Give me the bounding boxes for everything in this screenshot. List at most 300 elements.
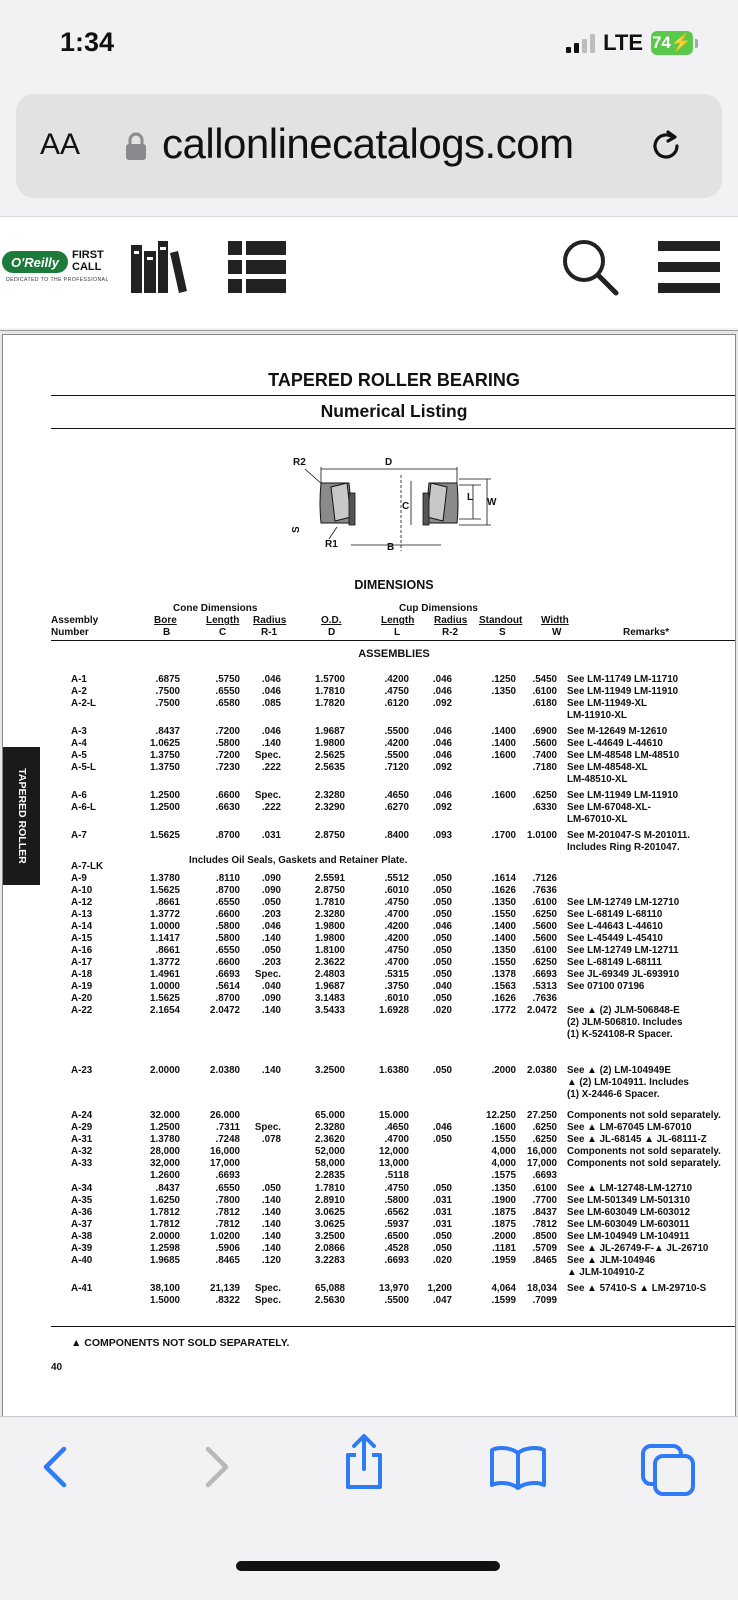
remarks-value: See LM-501349 LM-501310 — [567, 1195, 691, 1206]
cone-length-value: .5750 — [215, 674, 240, 685]
header-od: O.D. — [321, 615, 342, 626]
assembly-number: A-40 — [71, 1255, 93, 1266]
table-row — [3, 897, 736, 909]
radius1-value: .222 — [261, 762, 281, 773]
cup-length-value: .6270 — [384, 802, 409, 813]
bore-value: 1.5625 — [150, 885, 180, 896]
assembly-number: A-1 — [71, 674, 87, 685]
cone-length-value: .6693 — [215, 969, 240, 980]
radius1-value: .140 — [261, 738, 281, 749]
cup-length-value: .5500 — [384, 750, 409, 761]
od-value: 3.0625 — [315, 1207, 345, 1218]
remarks-value: See ▲ LM-67045 LM-67010 — [567, 1122, 692, 1133]
radius1-value: .140 — [261, 1231, 281, 1242]
table-row — [3, 1065, 736, 1077]
bore-value: 1.0000 — [150, 981, 180, 992]
assembly-number: A-3 — [71, 726, 87, 737]
od-value: 2.5625 — [315, 750, 345, 761]
standout-value: .1250 — [491, 674, 516, 685]
search-icon[interactable] — [560, 237, 620, 297]
logo-tagline: DEDICATED TO THE PROFESSIONAL — [6, 277, 109, 283]
remarks-value: See ▲ 57410-S ▲ LM-29710-S — [567, 1283, 707, 1294]
radius2-value: .050 — [432, 957, 452, 968]
cup-length-value: .4200 — [384, 738, 409, 749]
assembly-number: A-10 — [71, 885, 93, 896]
table-row — [3, 873, 736, 885]
table-row — [3, 802, 736, 814]
od-value: 2.5630 — [315, 1295, 345, 1306]
bore-value: .8661 — [155, 945, 180, 956]
header-remarks: Remarks* — [623, 627, 670, 638]
width-value: .6100 — [532, 686, 557, 697]
width-value: 2.0472 — [527, 1005, 557, 1016]
cup-length-value: .6010 — [384, 993, 409, 1004]
bore-value: 1.2500 — [150, 790, 180, 801]
od-value: 1.9687 — [315, 981, 345, 992]
radius2-value: .092 — [432, 698, 452, 709]
width-value: .7812 — [532, 1219, 557, 1230]
od-value: 2.3280 — [315, 909, 345, 920]
cup-length-value: .4200 — [384, 933, 409, 944]
cup-length-value: .4700 — [384, 1134, 409, 1145]
forward-icon[interactable] — [190, 1443, 238, 1491]
width-value: .5600 — [532, 921, 557, 932]
remarks-value: Components not sold separately. — [567, 1110, 721, 1121]
table-row — [3, 1207, 736, 1219]
table-row — [3, 1283, 736, 1295]
table-row — [3, 993, 736, 1005]
header-bore-sym: B — [163, 627, 171, 638]
cup-length-value: .5315 — [384, 969, 409, 980]
cup-length-value: .5800 — [384, 1195, 409, 1206]
cup-length-value: .4650 — [384, 1122, 409, 1133]
bore-value: 32.000 — [150, 1110, 180, 1121]
cone-length-value: .8110 — [216, 873, 240, 884]
remarks-value: See LM-11949 LM-11910 — [567, 686, 679, 697]
od-value: 1.9800 — [315, 738, 345, 749]
standout-value: .1959 — [491, 1255, 516, 1266]
table-row — [3, 945, 736, 957]
radius2-value: .050 — [432, 1183, 452, 1194]
text-size-label: AA — [40, 128, 81, 161]
width-value: .6100 — [532, 897, 557, 908]
cone-length-value: .8700 — [215, 993, 240, 1004]
label-w: W — [487, 497, 497, 508]
cone-length-value: .5800 — [215, 738, 240, 749]
remarks-value: See L-68149 L-68111 — [567, 957, 662, 968]
radius2-value: .031 — [432, 1195, 452, 1206]
standout-value: .1181 — [492, 1243, 516, 1254]
cup-length-value: .4750 — [384, 686, 409, 697]
width-value: .7180 — [532, 762, 557, 773]
status-indicators — [566, 30, 698, 56]
cup-length-value: .5500 — [384, 1295, 409, 1306]
table-row — [3, 1017, 736, 1029]
header-cone-group: Cone Dimensions — [173, 603, 258, 614]
header-radius1-sym: R-1 — [261, 627, 278, 638]
table-row — [3, 1110, 736, 1122]
table-row — [3, 830, 736, 842]
width-value: .5313 — [532, 981, 557, 992]
remarks-value: See L-68149 L-68110 — [567, 909, 663, 920]
header-cup-group: Cup Dimensions — [399, 603, 478, 614]
cone-length-value: 2.0472 — [210, 1005, 240, 1016]
cup-length-value: 1.6928 — [379, 1005, 409, 1016]
standout-value: 12.250 — [486, 1110, 516, 1121]
radius1-value: Spec. — [254, 1283, 281, 1294]
cone-length-value: .7812 — [215, 1219, 240, 1230]
bore-value: 1.3780 — [150, 873, 180, 884]
width-value: .6100 — [532, 1183, 557, 1194]
standout-value: .1600 — [491, 790, 516, 801]
footnote: ▲ COMPONENTS NOT SOLD SEPARATELY. — [71, 1337, 290, 1349]
header-cone-length-sym: C — [219, 627, 227, 638]
cone-length-value: .6600 — [215, 909, 240, 920]
remarks-value: See LM-603049 LM-603011 — [567, 1219, 690, 1230]
radius1-value: .140 — [261, 1243, 281, 1254]
width-value: .7700 — [532, 1195, 557, 1206]
standout-value: .1900 — [491, 1195, 516, 1206]
width-value: 18,034 — [527, 1283, 557, 1294]
od-value: 1.7810 — [315, 1183, 345, 1194]
standout-value: .1600 — [491, 1122, 516, 1133]
cone-length-value: .6600 — [215, 790, 240, 801]
header-radius1: Radius — [253, 615, 287, 626]
table-row — [3, 674, 736, 686]
bore-value: 1.2500 — [150, 802, 180, 813]
document-viewer[interactable] — [0, 330, 738, 1426]
header-standout-sym: S — [499, 627, 506, 638]
a7lk-note: Includes Oil Seals, Gaskets and Retainer Plate. — [189, 855, 408, 866]
cone-length-value: 21,139 — [210, 1283, 240, 1294]
cup-length-value: .5118 — [385, 1170, 409, 1181]
assembly-number: A-4 — [71, 738, 87, 749]
bore-value: 38,100 — [150, 1283, 180, 1294]
od-value: 1.7820 — [315, 698, 345, 709]
cup-length-value: .5937 — [384, 1219, 409, 1230]
standout-value: .1599 — [491, 1295, 516, 1306]
table-row — [3, 1231, 736, 1243]
cup-length-value: .4200 — [384, 674, 409, 685]
site-header — [0, 216, 738, 328]
table-row — [3, 774, 736, 786]
signal-icon — [566, 33, 595, 53]
cup-length-value: .6120 — [384, 698, 409, 709]
label-r1: R1 — [325, 539, 338, 550]
radius1-value: .203 — [261, 909, 281, 920]
back-icon[interactable] — [34, 1443, 82, 1491]
label-c: C — [402, 501, 410, 512]
assembly-number: A-12 — [71, 897, 93, 908]
od-value: 2.0866 — [315, 1243, 345, 1254]
remarks-value: See M-12649 M-12610 — [567, 726, 668, 737]
remarks-value: (1) X-2446-6 Spacer. — [567, 1089, 660, 1100]
radius1-value: .120 — [261, 1255, 281, 1266]
remarks-value: See LM-11949 LM-11910 — [567, 790, 679, 801]
od-value: 3.2500 — [315, 1065, 345, 1076]
bore-value: 32,000 — [150, 1158, 180, 1169]
assembly-number: A-33 — [71, 1158, 93, 1169]
width-value: .7636 — [532, 885, 557, 896]
radius1-value: .090 — [261, 885, 281, 896]
od-value: 1.7810 — [315, 686, 345, 697]
table-row — [3, 1158, 736, 1170]
assembly-number: A-16 — [71, 945, 93, 956]
od-value: 65.000 — [315, 1110, 345, 1121]
cone-length-value: 1.0200 — [210, 1231, 240, 1242]
od-value: 2.3280 — [315, 790, 345, 801]
remarks-value: LM-67010-XL — [567, 814, 628, 825]
width-value: 16,000 — [527, 1146, 557, 1157]
table-row — [3, 814, 736, 826]
logo-brand: O'Reilly — [2, 251, 68, 273]
bore-value: 1.5625 — [150, 993, 180, 1004]
cone-length-value: .8465 — [215, 1255, 240, 1266]
cup-length-value: 13,000 — [379, 1158, 409, 1169]
cup-length-value: 1.6380 — [379, 1065, 409, 1076]
bore-value: 1.0000 — [150, 921, 180, 932]
standout-value: .1550 — [491, 909, 516, 920]
bore-value: 2.1654 — [150, 1005, 180, 1016]
assembly-number: A-14 — [71, 921, 93, 932]
share-icon[interactable] — [340, 1433, 388, 1491]
width-value: .5450 — [532, 674, 557, 685]
hamburger-menu-icon[interactable] — [658, 241, 720, 293]
table-row — [3, 1170, 736, 1182]
header-radius2-sym: R-2 — [442, 627, 459, 638]
cone-length-value: 16,000 — [210, 1146, 240, 1157]
address-bar[interactable] — [16, 94, 722, 198]
radius2-value: .020 — [432, 1255, 452, 1266]
bore-value: 1.2500 — [150, 1122, 180, 1133]
remarks-value: See LM-11749 LM-11710 — [567, 674, 679, 685]
radius1-value: .140 — [261, 1219, 281, 1230]
assembly-number: A-38 — [71, 1231, 93, 1242]
remarks-value: See ▲ (2) JLM-506848-E — [567, 1005, 680, 1016]
status-time: 1:34 — [60, 27, 115, 57]
header-width-sym: W — [552, 627, 562, 638]
remarks-value: (2) JLM-506810. Includes — [567, 1017, 683, 1028]
radius2-value: .050 — [432, 873, 452, 884]
radius2-value: .092 — [432, 762, 452, 773]
battery-icon: 74 ⚡ — [651, 31, 698, 55]
assembly-number: A-5-L — [71, 762, 97, 773]
table-row — [3, 710, 736, 722]
assembly-number: A-17 — [71, 957, 93, 968]
header-cup-length-sym: L — [394, 627, 401, 638]
subtitle-rule — [51, 428, 736, 429]
od-value: 1.8100 — [315, 945, 345, 956]
header-width: Width — [541, 615, 569, 626]
radius2-value: .050 — [432, 1134, 452, 1145]
od-value: 2.4803 — [315, 969, 345, 980]
bore-value: .7500 — [155, 686, 180, 697]
assembly-number: A-6-L — [71, 802, 97, 813]
table-row — [3, 1243, 736, 1255]
width-value: .7636 — [532, 993, 557, 1004]
remarks-value: See LM-104949 LM-104911 — [567, 1231, 690, 1242]
radius1-value: .140 — [261, 1207, 281, 1218]
radius1-value: Spec. — [254, 1122, 281, 1133]
assembly-number: A-18 — [71, 969, 93, 980]
radius1-value: .203 — [261, 957, 281, 968]
reload-icon[interactable] — [648, 128, 684, 164]
radius1-value: Spec. — [254, 750, 281, 761]
header-number: Number — [51, 627, 89, 638]
books-icon[interactable] — [130, 239, 188, 295]
page-number: 40 — [51, 1362, 63, 1373]
radius2-value: .031 — [432, 1219, 452, 1230]
od-value: 2.5635 — [315, 762, 345, 773]
radius1-value: Spec. — [254, 790, 281, 801]
standout-value: .1614 — [491, 873, 516, 884]
radius1-value: .046 — [261, 686, 281, 697]
width-value: .6180 — [532, 698, 557, 709]
tabs-icon[interactable] — [640, 1443, 696, 1497]
cone-length-value: .6580 — [215, 698, 240, 709]
width-value: .6250 — [532, 1134, 557, 1145]
remarks-value: See LM-67048-XL- — [567, 802, 651, 813]
standout-value: 4,000 — [491, 1146, 516, 1157]
width-value: .6693 — [532, 1170, 557, 1181]
radius2-value: .020 — [432, 1005, 452, 1016]
header-radius2: Radius — [434, 615, 468, 626]
remarks-value: See LM-48548-XL — [567, 762, 648, 773]
bookmarks-icon[interactable] — [488, 1443, 548, 1491]
radius2-value: 1,200 — [427, 1283, 452, 1294]
cone-length-value: .5906 — [215, 1243, 240, 1254]
header-standout: Standout — [479, 615, 523, 626]
cone-length-value: .7200 — [215, 726, 240, 737]
width-value: 17,000 — [527, 1158, 557, 1169]
header-od-sym: D — [328, 627, 336, 638]
text-size-button[interactable] — [40, 128, 80, 162]
width-value: .7126 — [532, 873, 557, 884]
cone-length-value: .7200 — [215, 750, 240, 761]
logo-product: FIRST CALL — [72, 249, 104, 273]
od-value: 2.2835 — [315, 1170, 345, 1181]
remarks-value: See LM-12749 LM-12710 — [567, 897, 680, 908]
cup-length-value: .8400 — [384, 830, 409, 841]
remarks-value: See LM-12749 LM-12711 — [567, 945, 679, 956]
standout-value: .1875 — [491, 1207, 516, 1218]
bore-value: 1.5000 — [150, 1295, 180, 1306]
standout-value: .1350 — [491, 686, 516, 697]
label-d: D — [385, 457, 393, 468]
footer-rule — [51, 1326, 736, 1327]
radius2-value: .050 — [432, 1231, 452, 1242]
width-value: .6900 — [532, 726, 557, 737]
table-row — [3, 1146, 736, 1158]
radius2-value: .046 — [432, 921, 452, 932]
table-row — [3, 698, 736, 710]
cup-length-value: 15.000 — [379, 1110, 409, 1121]
radius1-value: .046 — [261, 726, 281, 737]
standout-value: 4,064 — [491, 1283, 516, 1294]
width-value: .5600 — [532, 933, 557, 944]
list-view-icon[interactable] — [228, 239, 286, 295]
radius1-value: Spec. — [254, 969, 281, 980]
header-bore: Bore — [154, 615, 177, 626]
cone-length-value: .7812 — [215, 1207, 240, 1218]
table-row — [3, 957, 736, 969]
url-text[interactable]: callonlinecatalogs.com — [162, 120, 574, 167]
standout-value: 4,000 — [491, 1158, 516, 1169]
standout-value: .2000 — [491, 1065, 516, 1076]
table-row — [3, 726, 736, 738]
assembly-number: A-19 — [71, 981, 93, 992]
standout-value: .1350 — [491, 1183, 516, 1194]
cup-length-value: .3750 — [384, 981, 409, 992]
table-row — [3, 1089, 736, 1101]
assembly-number: A-24 — [71, 1110, 93, 1121]
assembly-number: A-36 — [71, 1207, 93, 1218]
table-row — [3, 1295, 736, 1307]
standout-value: .1575 — [491, 1170, 516, 1181]
radius1-value: .085 — [261, 698, 281, 709]
table-row — [3, 1195, 736, 1207]
cup-length-value: .7120 — [384, 762, 409, 773]
cup-length-value: .4750 — [384, 897, 409, 908]
assembly-number: A-22 — [71, 1005, 93, 1016]
home-indicator — [236, 1561, 500, 1571]
bore-value: 1.3772 — [150, 957, 180, 968]
cone-length-value: 17,000 — [210, 1158, 240, 1169]
standout-value: .1772 — [491, 1005, 516, 1016]
width-value: .6330 — [532, 802, 557, 813]
od-value: 3.2500 — [315, 1231, 345, 1242]
remarks-value: Components not sold separately. — [567, 1146, 721, 1157]
cone-length-value: 26.000 — [210, 1110, 240, 1121]
radius2-value: .050 — [432, 969, 452, 980]
radius1-value: .078 — [261, 1134, 281, 1145]
radius1-value: .031 — [261, 830, 281, 841]
bore-value: 1.2600 — [150, 1170, 180, 1181]
table-row — [3, 981, 736, 993]
bore-value: .8437 — [155, 1183, 180, 1194]
radius1-value: .040 — [261, 981, 281, 992]
bore-value: 1.5625 — [150, 830, 180, 841]
bore-value: 1.3750 — [150, 750, 180, 761]
table-row — [3, 750, 736, 762]
remarks-value: See L-44649 L-44610 — [567, 738, 663, 749]
assembly-number: A-9 — [71, 873, 87, 884]
cone-length-value: .6550 — [215, 1183, 240, 1194]
radius2-value: .031 — [432, 1207, 452, 1218]
width-value: .7099 — [532, 1295, 557, 1306]
radius2-value: .040 — [432, 981, 452, 992]
assembly-number: A-2-L — [71, 698, 97, 709]
standout-value: .1550 — [491, 957, 516, 968]
radius1-value: .140 — [261, 1065, 281, 1076]
bore-value: 1.3780 — [150, 1134, 180, 1145]
cup-length-value: .6500 — [384, 1231, 409, 1242]
oreilly-logo[interactable] — [0, 247, 110, 287]
remarks-value: See ▲ JL-68145 ▲ JL-68111-Z — [567, 1134, 707, 1145]
assembly-number: A-7 — [71, 830, 87, 841]
table-row — [3, 842, 736, 854]
remarks-value: See M-201047-S M-201011. — [567, 830, 691, 841]
od-value: 1.5700 — [315, 674, 345, 685]
cup-length-value: .6562 — [384, 1207, 409, 1218]
assembly-number: A-29 — [71, 1122, 93, 1133]
radius1-value: Spec. — [254, 1295, 281, 1306]
table-row — [3, 686, 736, 698]
radius1-value: .046 — [261, 674, 281, 685]
standout-value: .1400 — [491, 738, 516, 749]
assembly-number: A-7-LK — [71, 861, 104, 872]
radius2-value: .093 — [432, 830, 452, 841]
